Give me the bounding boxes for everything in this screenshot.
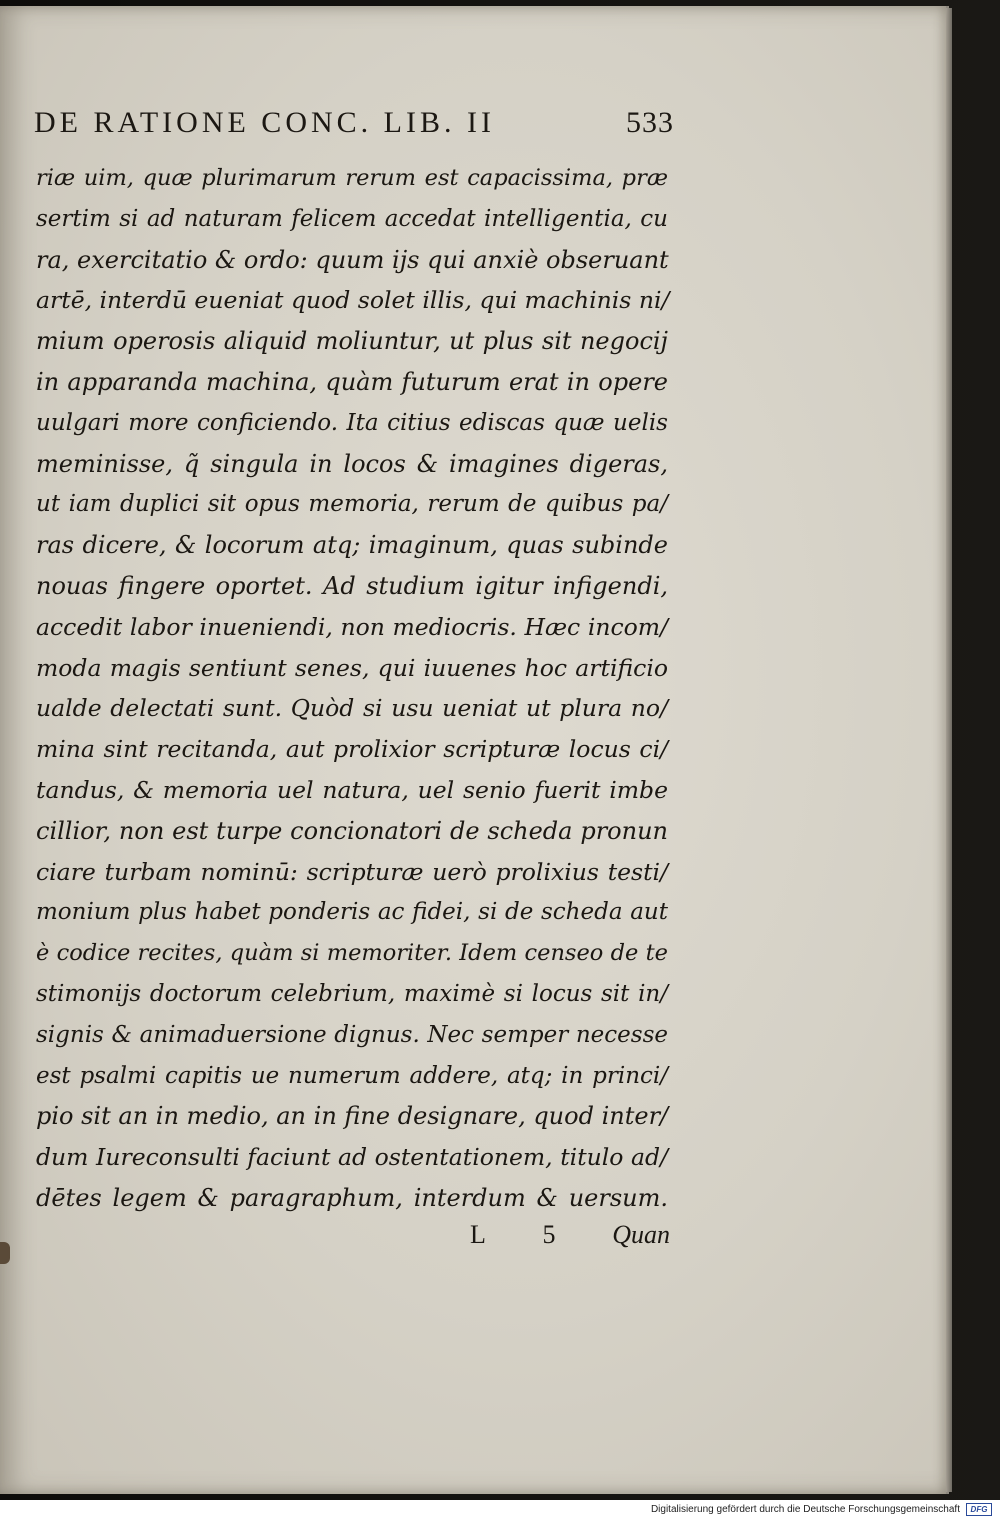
footer-credit: Digitalisierung gefördert durch die Deutsche Forschungsgemeinschaft bbox=[650, 1503, 960, 1515]
text-line: signis & animaduersione dignus. Nec semper necesse bbox=[36, 1021, 668, 1048]
text-line: dum Iureconsulti faciunt ad ostentationem, titulo ad/ bbox=[36, 1143, 668, 1172]
text-line: artē, interdū eueniat quod solet illis, qui machinis ni/ bbox=[36, 286, 670, 315]
text-line: ra, exercitatio & ordo: quum ijs qui anxiè obseruant bbox=[36, 245, 669, 274]
catchword: Quan bbox=[612, 1220, 670, 1249]
signature-number: 5 bbox=[542, 1220, 556, 1249]
text-line: sertim si ad naturam felicem accedat intelligentia, cu bbox=[36, 205, 668, 232]
text-line: pio sit an in medio, an in fine designare, quod inter/ bbox=[36, 1102, 669, 1131]
text-line: mina sint recitanda, aut prolixior scripturæ locus ci/ bbox=[36, 735, 668, 764]
text-line: mium operosis aliquid moliuntur, ut plus sit negocij bbox=[36, 327, 668, 356]
text-line: in apparanda machina, quàm futurum erat in opere bbox=[36, 367, 668, 396]
page-number: 533 bbox=[626, 106, 674, 139]
text-line: moda magis sentiunt senes, qui iuuenes hoc artificio bbox=[36, 653, 668, 682]
text-line: meminisse, q̃ singula in locos & imagines digeras, bbox=[36, 449, 668, 478]
text-line: nouas fingere oportet. Ad studium igitur infigendi, bbox=[36, 571, 668, 600]
page-edge bbox=[946, 8, 952, 1492]
text-line: cillior, non est turpe concionatori de scheda pronun bbox=[36, 816, 668, 845]
text-line: est psalmi capitis ue numerum addere, atq; in princi/ bbox=[36, 1062, 668, 1089]
text-line: stimonijs doctorum celebrium, maximè si locus sit in/ bbox=[36, 980, 668, 1007]
book-page bbox=[0, 6, 949, 1494]
body-text bbox=[36, 158, 668, 1219]
text-line: ualde delectati sunt. Quòd si usu ueniat ut plura no/ bbox=[36, 694, 668, 723]
text-line: ciare turbam nominū: scripturæ uerò prolixius testi/ bbox=[36, 857, 668, 886]
text-line: è codice recites, quàm si memoriter. Idem censeo de te bbox=[36, 940, 668, 967]
running-head bbox=[34, 106, 674, 140]
text-line: dētes legem & paragraphum, interdum & uersum. bbox=[36, 1183, 668, 1212]
text-line: accedit labor inueniendi, non mediocris. Hæc incom/ bbox=[36, 612, 668, 641]
text-line: uulgari more conficiendo. Ita citius ediscas quæ uelis bbox=[36, 409, 668, 436]
footer-bar bbox=[0, 1500, 1000, 1518]
text-line: ras dicere, & locorum atq; imaginum, quas subinde bbox=[36, 531, 668, 560]
signature-letter: L bbox=[470, 1220, 486, 1249]
text-line: monium plus habet ponderis ac fidei, si de scheda aut bbox=[36, 899, 668, 926]
running-head-title: DE RATIONE CONC. LIB. II bbox=[34, 106, 495, 139]
text-line: tandus, & memoria uel natura, uel senio fuerit imbe bbox=[36, 775, 668, 804]
dfg-logo: DFG bbox=[966, 1503, 992, 1516]
signature-line bbox=[470, 1220, 670, 1250]
text-line: ut iam duplici sit opus memoria, rerum de quibus pa/ bbox=[36, 491, 668, 518]
binding-mark bbox=[0, 1242, 10, 1264]
text-line: riæ uim, quæ plurimarum rerum est capacissima, præ bbox=[36, 165, 668, 191]
